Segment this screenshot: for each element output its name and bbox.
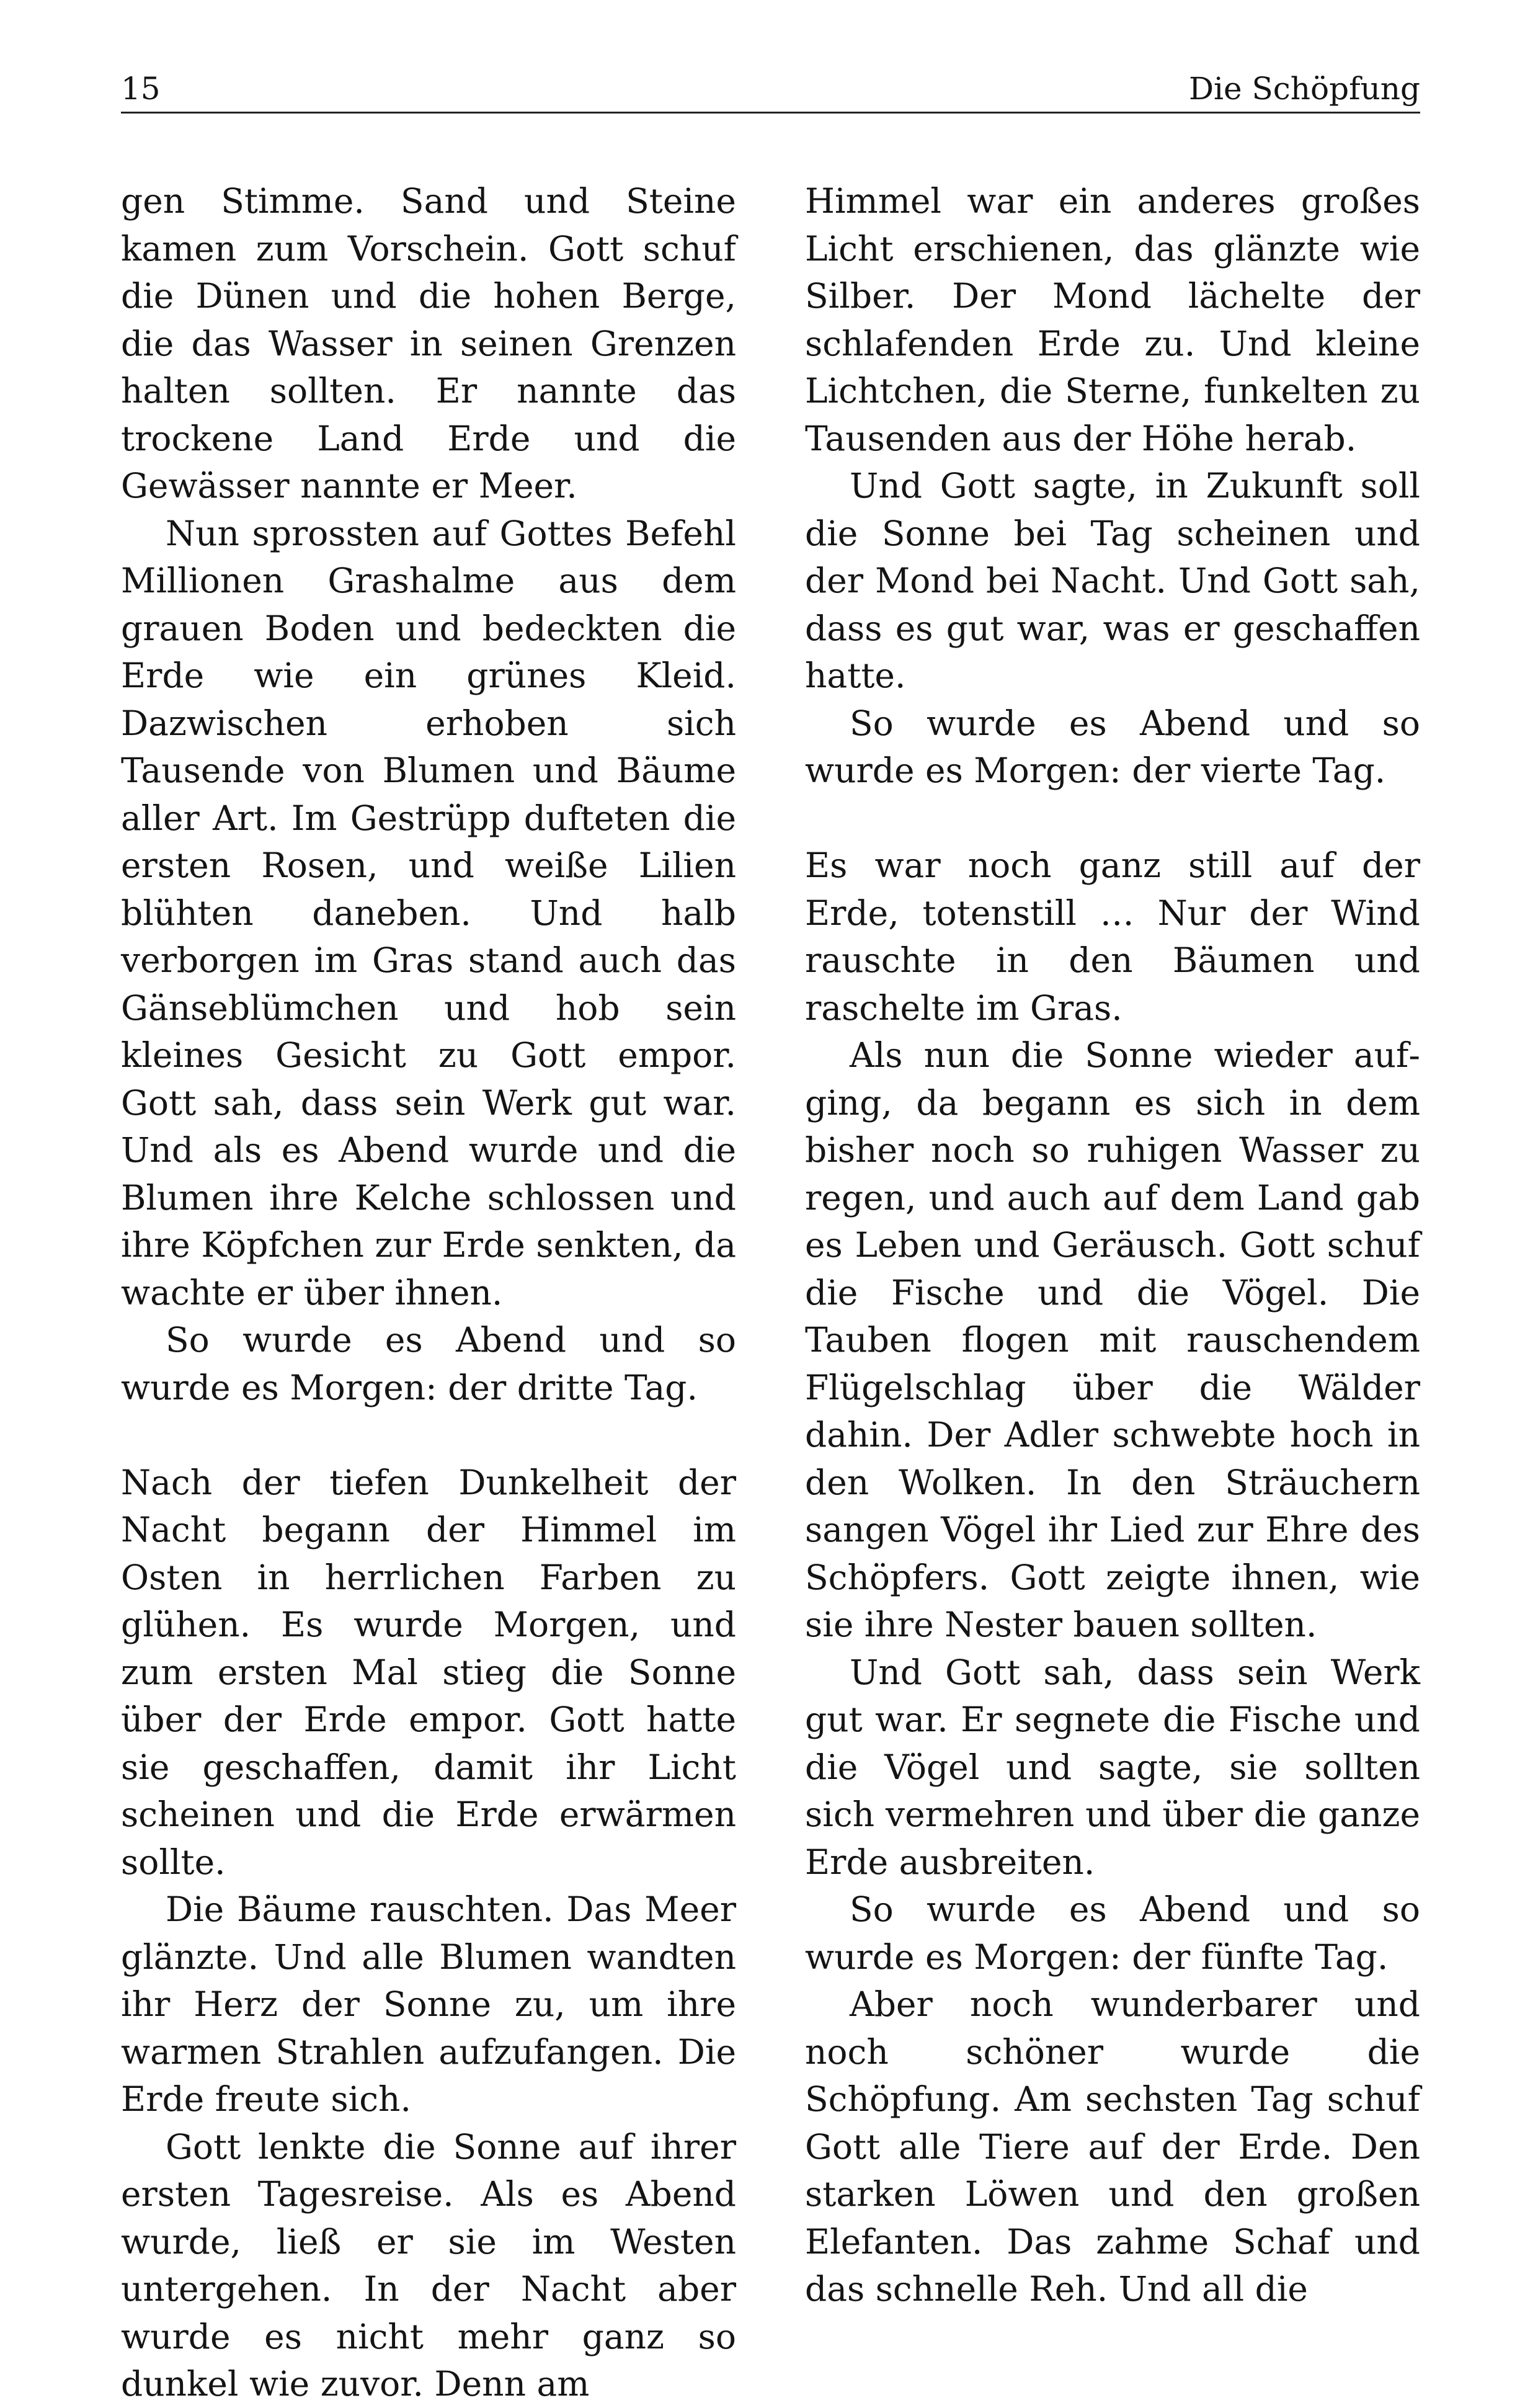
paragraph: Als nun die Sonne wieder aufging, da begann es sich in dem bisher noch so ruhigen Wasser zu regen, und auch auf dem Land gab es Leben und Geräusch. Gott schuf die Fische und die Vögel. Die Tauben flogen mit rauschendem Flügelschlag über die Wälder dahin. Der Adler schwebte hoch in den Wolken. In den Sträuchern sangen Vögel ihr Lied zur Ehre des Schöpfers. Gott zeigte ihnen, wie sie ihre Nester bauen sollten.: [805, 1035, 1420, 1644]
page-number: 15: [121, 71, 161, 107]
left-column: [121, 177, 736, 2408]
paragraph: gen Stimme. Sand und Steine kamen zum Vorschein. Gott schuf die Dünen und die hohen Berge, die das Wasser in seinen Grenzen halten sollten. Er nannte das trockene Land Erde und die Gewässer nannte er Meer.: [121, 181, 736, 506]
running-header: [121, 62, 1420, 114]
right-column: [805, 177, 1420, 2313]
paragraph: So wurde es Abend und so wurde es Morgen: der dritte Tag.: [121, 1320, 736, 1407]
paragraph: Und Gott sah, dass sein Werk gut war. Er segnete die Fische und die Vögel und sagte, sie sollten sich vermehren und über die ganze Erde ausbreiten.: [805, 1652, 1420, 1882]
paragraph: Nach der tiefen Dunkelheit der Nacht begann der Himmel im Osten in herrlichen Farben zu glühen. Es wurde Morgen, und zum ersten Mal stieg die Sonne über der Erde empor. Gott hatte sie geschaffen, damit ihr Licht scheinen und die Erde erwärmen sollte.: [121, 1462, 736, 1882]
paragraph: Und Gott sagte, in Zukunft soll die Sonne bei Tag scheinen und der Mond bei Nacht. Und Gott sah, dass es gut war, was er geschaffen hatte.: [805, 466, 1420, 695]
paragraph: Die Bäume rauschten. Das Meer glänzte. Und alle Blumen wandten ihr Herz der Sonne zu, um ihre warmen Strahlen aufzufangen. Die Erde freute sich.: [121, 1889, 736, 2119]
paragraph: Himmel war ein anderes großes Licht erschienen, das glänzte wie Silber. Der Mond lächelte der schlafenden Erde zu. Und kleine Lichtchen, die Sterne, funkelten zu Tausenden aus der Höhe herab.: [805, 181, 1420, 458]
paragraph: So wurde es Abend und so wurde es Morgen: der vierte Tag.: [805, 703, 1420, 790]
running-title: Die Schöpfung: [1188, 71, 1420, 107]
paragraph: So wurde es Abend und so wurde es Morgen: der fünfte Tag.: [805, 1889, 1420, 1977]
paragraph: Gott lenkte die Sonne auf ihrer ersten Tagesreise. Als es Abend wurde, ließ er sie im Westen untergehen. In der Nacht aber wurde es nicht mehr ganz so dunkel wie zuvor. Denn am: [121, 2126, 736, 2404]
paragraph: Es war noch ganz still auf der Erde, totenstill … Nur der Wind rauschte in den Bäumen und raschelte im Gras.: [805, 845, 1420, 1028]
paragraph: Nun sprossten auf Gottes Befehl Millionen Grashalme aus dem grauen Boden und bedeckten die Erde wie ein grünes Kleid. Dazwischen erhoben sich Tausende von Blumen und Bäume aller Art. Im Gestrüpp dufteten die ersten Rosen, und weiße Lilien blühten daneben. Und halb verborgen im Gras stand auch das Gänseblümchen und hob sein kleines Gesicht zu Gott empor. Gott sah, dass sein Werk gut war. Und als es Abend wurde und die Blumen ihre Kelche schlossen und ihre Köpfchen zur Erde senkten, da wachte er über ihnen.: [121, 513, 736, 1313]
paragraph: Aber noch wunderbarer und noch schöner wurde die Schöpfung. Am sechsten Tag schuf Gott alle Tiere auf der Erde. Den starken Löwen und den großen Elefanten. Das zahme Schaf und das schnelle Reh. Und all die: [805, 1984, 1420, 2309]
